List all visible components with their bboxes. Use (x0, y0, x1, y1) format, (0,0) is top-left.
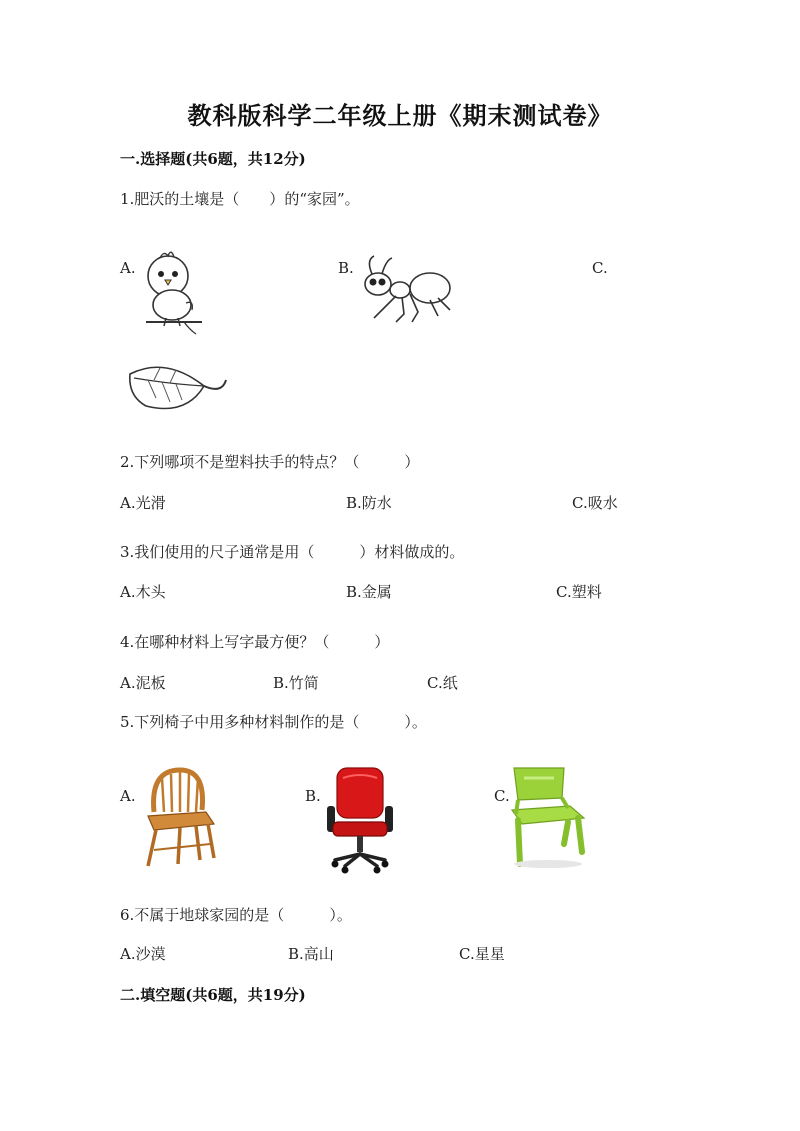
question-1-option-a: A. (120, 259, 136, 277)
question-1-option-c: C. (592, 259, 608, 277)
question-1-stem: 1.肥沃的土壤是（ ）的“家园”。 (120, 190, 360, 208)
question-6-option-c: C.星星 (459, 945, 505, 963)
section-heading-choice: 一.选择题(共6题，共12分) (120, 150, 306, 168)
question-4-option-c: C.纸 (427, 674, 458, 692)
question-6-option-a: A.沙漠 (120, 945, 166, 963)
question-3-stem: 3.我们使用的尺子通常是用（ ）材料做成的。 (120, 543, 465, 561)
plastic-chair-icon (508, 764, 588, 870)
question-5-option-a: A. (120, 787, 136, 805)
question-2-option-c: C.吸水 (572, 494, 618, 512)
question-2-stem: 2.下列哪项不是塑料扶手的特点？（ ） (120, 453, 420, 471)
question-5-option-c: C. (494, 787, 510, 805)
question-6-stem: 6.不属于地球家园的是（ ）。 (120, 906, 352, 924)
question-5-option-b: B. (305, 787, 321, 805)
chick-icon (138, 248, 208, 338)
question-6-option-b: B.高山 (288, 945, 334, 963)
question-5-stem: 5.下列椅子中用多种材料制作的是（ ）。 (120, 713, 427, 731)
section-heading-fill: 二.填空题(共6题，共19分) (120, 986, 306, 1004)
question-1-option-b: B. (338, 259, 354, 277)
office-chair-icon (323, 764, 397, 874)
question-3-option-a: A.木头 (120, 583, 166, 601)
page-title: 教科版科学二年级上册《期末测试卷》 (187, 101, 613, 130)
question-2-option-a: A.光滑 (120, 494, 166, 512)
question-4-option-b: B.竹简 (273, 674, 319, 692)
question-3-option-b: B.金属 (346, 583, 392, 601)
question-4-option-a: A.泥板 (120, 674, 166, 692)
leaf-icon (126, 360, 230, 418)
question-2-option-b: B.防水 (346, 494, 392, 512)
wooden-chair-icon (140, 766, 220, 870)
ant-icon (352, 252, 462, 327)
question-4-stem: 4.在哪种材料上写字最方便？（ ） (120, 633, 390, 651)
question-3-option-c: C.塑料 (556, 583, 602, 601)
